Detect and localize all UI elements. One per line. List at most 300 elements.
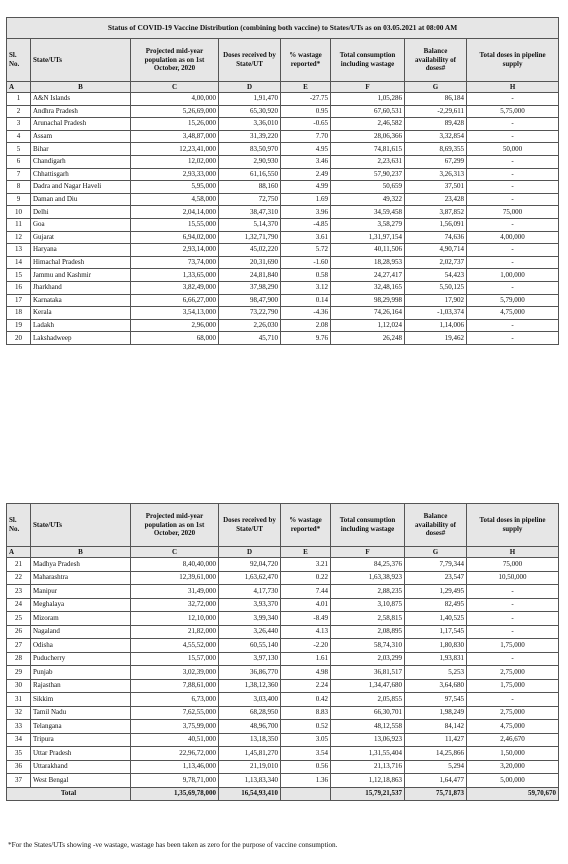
table-title: Status of COVID-19 Vaccine Distribution (combining both vaccine) to States/UTs as on 03.05.2021 at 08:00 AM — [7, 18, 559, 39]
balance-cell: 1,40,525 — [405, 612, 467, 626]
wastage-cell: 0.22 — [281, 571, 331, 585]
population-cell: 22,96,72,000 — [131, 747, 219, 761]
population-cell: 73,74,000 — [131, 256, 219, 269]
table-row — [7, 168, 559, 181]
population-cell: 2,93,33,000 — [131, 168, 219, 181]
doses-received-cell: 4,17,730 — [219, 585, 281, 599]
balance-cell: 4,90,714 — [405, 244, 467, 257]
consumption-cell: 49,322 — [331, 193, 405, 206]
state-name-cell: Manipur — [31, 585, 131, 599]
pipeline-cell: 2,75,000 — [467, 706, 559, 720]
population-cell: 6,94,02,000 — [131, 231, 219, 244]
balance-cell: 3,64,680 — [405, 679, 467, 693]
population-cell: 7,62,55,000 — [131, 706, 219, 720]
header-row — [7, 39, 559, 82]
sl-no-cell: 30 — [7, 679, 31, 693]
population-cell: 2,96,000 — [131, 319, 219, 332]
total-population: 1,35,69,78,000 — [131, 787, 219, 800]
table-row — [7, 666, 559, 680]
state-name-cell: Madhya Pradesh — [31, 558, 131, 572]
consumption-cell: 28,06,366 — [331, 130, 405, 143]
state-name-cell: Nagaland — [31, 625, 131, 639]
doses-received-cell: 1,32,71,790 — [219, 231, 281, 244]
table-row — [7, 558, 559, 572]
wastage-cell: 0.58 — [281, 269, 331, 282]
consumption-cell: 40,11,506 — [331, 244, 405, 257]
state-name-cell: Karnataka — [31, 294, 131, 307]
sl-no-cell: 37 — [7, 774, 31, 788]
balance-cell: 97,545 — [405, 693, 467, 707]
balance-cell: 11,427 — [405, 733, 467, 747]
wastage-cell: 8.83 — [281, 706, 331, 720]
balance-cell: 74,636 — [405, 231, 467, 244]
consumption-cell: 34,59,458 — [331, 206, 405, 219]
header-sl-no: Sl. No. — [7, 504, 31, 547]
total-row — [7, 787, 559, 800]
wastage-cell: 4.99 — [281, 181, 331, 194]
doses-received-cell: 83,50,970 — [219, 143, 281, 156]
balance-cell: 67,299 — [405, 155, 467, 168]
table-row — [7, 625, 559, 639]
pipeline-cell: - — [467, 193, 559, 206]
doses-received-cell: 37,98,290 — [219, 281, 281, 294]
vaccine-table-part-1 — [6, 17, 559, 345]
doses-received-cell: 21,19,010 — [219, 760, 281, 774]
total-balance: 75,71,873 — [405, 787, 467, 800]
column-letter: E — [281, 82, 331, 93]
table-row — [7, 155, 559, 168]
pipeline-cell: - — [467, 693, 559, 707]
population-cell: 9,78,71,000 — [131, 774, 219, 788]
population-cell: 2,93,14,000 — [131, 244, 219, 257]
sl-no-cell: 7 — [7, 168, 31, 181]
population-cell: 21,82,000 — [131, 625, 219, 639]
wastage-cell: 0.52 — [281, 720, 331, 734]
consumption-cell: 98,29,998 — [331, 294, 405, 307]
doses-received-cell: 1,38,12,360 — [219, 679, 281, 693]
wastage-cell: -2.20 — [281, 639, 331, 653]
state-name-cell: Ladakh — [31, 319, 131, 332]
state-name-cell: A&N Islands — [31, 93, 131, 106]
population-cell: 3,02,39,000 — [131, 666, 219, 680]
doses-received-cell: 45,02,220 — [219, 244, 281, 257]
total-consumption: 15,79,21,537 — [331, 787, 405, 800]
wastage-cell: -4.85 — [281, 218, 331, 231]
column-letter-row — [7, 547, 559, 558]
table-row — [7, 143, 559, 156]
sl-no-cell: 21 — [7, 558, 31, 572]
state-name-cell: Uttarakhand — [31, 760, 131, 774]
wastage-cell: 4.98 — [281, 666, 331, 680]
table-row — [7, 93, 559, 106]
population-cell: 8,40,40,000 — [131, 558, 219, 572]
pipeline-cell: - — [467, 585, 559, 599]
wastage-cell: 1.36 — [281, 774, 331, 788]
state-name-cell: Haryana — [31, 244, 131, 257]
balance-cell: 1,29,495 — [405, 585, 467, 599]
header-state: State/UTs — [31, 39, 131, 82]
doses-received-cell: 2,26,030 — [219, 319, 281, 332]
pipeline-cell: 4,75,000 — [467, 720, 559, 734]
sl-no-cell: 12 — [7, 231, 31, 244]
doses-received-cell: 3,99,340 — [219, 612, 281, 626]
header-consumption: Total consumption including wastage — [331, 504, 405, 547]
balance-cell: 82,495 — [405, 598, 467, 612]
pipeline-cell: 1,75,000 — [467, 679, 559, 693]
state-name-cell: Lakshadweep — [31, 332, 131, 345]
pipeline-cell: 3,20,000 — [467, 760, 559, 774]
consumption-cell: 67,60,531 — [331, 105, 405, 118]
balance-cell: 3,26,313 — [405, 168, 467, 181]
balance-cell: 3,32,854 — [405, 130, 467, 143]
consumption-cell: 1,12,024 — [331, 319, 405, 332]
column-letter: G — [405, 547, 467, 558]
sl-no-cell: 15 — [7, 269, 31, 282]
pipeline-cell: 5,75,000 — [467, 105, 559, 118]
pipeline-cell: 75,000 — [467, 558, 559, 572]
consumption-cell: 2,88,235 — [331, 585, 405, 599]
doses-received-cell: 1,13,83,340 — [219, 774, 281, 788]
doses-received-cell: 1,63,62,470 — [219, 571, 281, 585]
wastage-cell: 3.54 — [281, 747, 331, 761]
column-letter: C — [131, 82, 219, 93]
sl-no-cell: 28 — [7, 652, 31, 666]
state-name-cell: Gujarat — [31, 231, 131, 244]
consumption-cell: 57,90,237 — [331, 168, 405, 181]
sl-no-cell: 33 — [7, 720, 31, 734]
wastage-cell: -1.60 — [281, 256, 331, 269]
table-row — [7, 231, 559, 244]
wastage-cell: -8.49 — [281, 612, 331, 626]
population-cell: 15,57,000 — [131, 652, 219, 666]
consumption-cell: 26,248 — [331, 332, 405, 345]
pipeline-cell: 4,00,000 — [467, 231, 559, 244]
column-letter: D — [219, 82, 281, 93]
pipeline-cell: 5,00,000 — [467, 774, 559, 788]
pipeline-cell: 5,79,000 — [467, 294, 559, 307]
wastage-cell: -0.65 — [281, 118, 331, 131]
sl-no-cell: 5 — [7, 143, 31, 156]
table-row — [7, 244, 559, 257]
pipeline-cell: - — [467, 612, 559, 626]
balance-cell: 1,98,249 — [405, 706, 467, 720]
consumption-cell: 1,05,286 — [331, 93, 405, 106]
pipeline-cell: - — [467, 118, 559, 131]
pipeline-cell: 2,46,670 — [467, 733, 559, 747]
table-row — [7, 256, 559, 269]
state-name-cell: Telangana — [31, 720, 131, 734]
doses-received-cell: 1,45,81,270 — [219, 747, 281, 761]
doses-received-cell: 38,47,310 — [219, 206, 281, 219]
sl-no-cell: 31 — [7, 693, 31, 707]
consumption-cell: 21,13,716 — [331, 760, 405, 774]
pipeline-cell: - — [467, 281, 559, 294]
wastage-cell: 1.69 — [281, 193, 331, 206]
population-cell: 31,49,000 — [131, 585, 219, 599]
table-row — [7, 281, 559, 294]
balance-cell: 8,69,355 — [405, 143, 467, 156]
wastage-cell: 0.56 — [281, 760, 331, 774]
sl-no-cell: 11 — [7, 218, 31, 231]
balance-cell: 5,253 — [405, 666, 467, 680]
table-row — [7, 319, 559, 332]
table-row — [7, 652, 559, 666]
balance-cell: 37,501 — [405, 181, 467, 194]
balance-cell: 23,428 — [405, 193, 467, 206]
balance-cell: 23,547 — [405, 571, 467, 585]
column-letter: H — [467, 547, 559, 558]
vaccine-table-part-2 — [6, 503, 559, 801]
state-name-cell: Chhattisgarh — [31, 168, 131, 181]
sl-no-cell: 9 — [7, 193, 31, 206]
doses-received-cell: 31,39,220 — [219, 130, 281, 143]
population-cell: 32,72,000 — [131, 598, 219, 612]
table-row — [7, 218, 559, 231]
pipeline-cell: - — [467, 93, 559, 106]
consumption-cell: 18,28,953 — [331, 256, 405, 269]
table-row — [7, 193, 559, 206]
table-row — [7, 747, 559, 761]
wastage-cell: 2.49 — [281, 168, 331, 181]
pipeline-cell: 75,000 — [467, 206, 559, 219]
consumption-cell: 58,74,310 — [331, 639, 405, 653]
state-name-cell: Punjab — [31, 666, 131, 680]
pipeline-cell: 1,50,000 — [467, 747, 559, 761]
wastage-cell: 0.95 — [281, 105, 331, 118]
sl-no-cell: 2 — [7, 105, 31, 118]
consumption-cell: 2,58,815 — [331, 612, 405, 626]
table-row — [7, 774, 559, 788]
sl-no-cell: 13 — [7, 244, 31, 257]
population-cell: 4,55,52,000 — [131, 639, 219, 653]
table-row — [7, 332, 559, 345]
column-letter-row — [7, 82, 559, 93]
population-cell: 15,55,000 — [131, 218, 219, 231]
consumption-cell: 2,08,895 — [331, 625, 405, 639]
doses-received-cell: 24,81,840 — [219, 269, 281, 282]
table-row — [7, 639, 559, 653]
consumption-cell: 48,12,558 — [331, 720, 405, 734]
consumption-cell: 1,34,47,680 — [331, 679, 405, 693]
header-wastage: % wastage reported* — [281, 504, 331, 547]
pipeline-cell: - — [467, 181, 559, 194]
sl-no-cell: 25 — [7, 612, 31, 626]
consumption-cell: 1,31,97,154 — [331, 231, 405, 244]
consumption-cell: 2,05,855 — [331, 693, 405, 707]
sl-no-cell: 1 — [7, 93, 31, 106]
wastage-cell: 4.95 — [281, 143, 331, 156]
population-cell: 12,02,000 — [131, 155, 219, 168]
table-row — [7, 598, 559, 612]
pipeline-cell: - — [467, 168, 559, 181]
pipeline-cell: 1,00,000 — [467, 269, 559, 282]
doses-received-cell: 92,04,720 — [219, 558, 281, 572]
header-pipeline: Total doses in pipeline supply — [467, 504, 559, 547]
doses-received-cell: 5,14,370 — [219, 218, 281, 231]
population-cell: 12,23,41,000 — [131, 143, 219, 156]
population-cell: 1,33,65,000 — [131, 269, 219, 282]
doses-received-cell: 60,55,140 — [219, 639, 281, 653]
wastage-cell: 7.44 — [281, 585, 331, 599]
footnote: *For the States/UTs showing -ve wastage, wastage has been taken as zero for the purpose of vaccine consumption. — [8, 841, 338, 849]
consumption-cell: 3,10,875 — [331, 598, 405, 612]
consumption-cell: 66,30,701 — [331, 706, 405, 720]
balance-cell: 1,56,091 — [405, 218, 467, 231]
sl-no-cell: 35 — [7, 747, 31, 761]
consumption-cell: 32,48,165 — [331, 281, 405, 294]
sl-no-cell: 20 — [7, 332, 31, 345]
population-cell: 6,73,000 — [131, 693, 219, 707]
population-cell: 5,95,000 — [131, 181, 219, 194]
header-state: State/UTs — [31, 504, 131, 547]
doses-received-cell: 65,30,920 — [219, 105, 281, 118]
doses-received-cell: 1,91,470 — [219, 93, 281, 106]
sl-no-cell: 29 — [7, 666, 31, 680]
wastage-cell: 3.46 — [281, 155, 331, 168]
state-name-cell: Chandigarh — [31, 155, 131, 168]
balance-cell: 19,462 — [405, 332, 467, 345]
state-name-cell: Dadra and Nagar Haveli — [31, 181, 131, 194]
pipeline-cell: 1,75,000 — [467, 639, 559, 653]
total-wastage — [281, 787, 331, 800]
pipeline-cell: - — [467, 244, 559, 257]
state-name-cell: Puducherry — [31, 652, 131, 666]
table-row — [7, 679, 559, 693]
population-cell: 68,000 — [131, 332, 219, 345]
population-cell: 40,51,000 — [131, 733, 219, 747]
doses-received-cell: 3,93,370 — [219, 598, 281, 612]
balance-cell: 1,93,831 — [405, 652, 467, 666]
consumption-cell: 2,46,582 — [331, 118, 405, 131]
doses-received-cell: 68,28,950 — [219, 706, 281, 720]
balance-cell: 1,64,477 — [405, 774, 467, 788]
doses-received-cell: 13,18,350 — [219, 733, 281, 747]
column-letter: A — [7, 82, 31, 93]
table-row — [7, 269, 559, 282]
balance-cell: 14,25,866 — [405, 747, 467, 761]
consumption-cell: 24,27,417 — [331, 269, 405, 282]
consumption-cell: 84,25,376 — [331, 558, 405, 572]
state-name-cell: Tamil Nadu — [31, 706, 131, 720]
wastage-cell: 0.42 — [281, 693, 331, 707]
doses-received-cell: 3,03,400 — [219, 693, 281, 707]
wastage-cell: 7.70 — [281, 130, 331, 143]
header-population: Projected mid-year population as on 1st October, 2020 — [131, 504, 219, 547]
header-doses-received: Doses received by State/UT — [219, 504, 281, 547]
table-row — [7, 733, 559, 747]
header-row — [7, 504, 559, 547]
table-row — [7, 706, 559, 720]
sl-no-cell: 32 — [7, 706, 31, 720]
doses-received-cell: 72,750 — [219, 193, 281, 206]
pipeline-cell: - — [467, 598, 559, 612]
population-cell: 6,66,27,000 — [131, 294, 219, 307]
wastage-cell: 1.61 — [281, 652, 331, 666]
header-consumption: Total consumption including wastage — [331, 39, 405, 82]
column-letter: A — [7, 547, 31, 558]
sl-no-cell: 18 — [7, 307, 31, 320]
balance-cell: 5,294 — [405, 760, 467, 774]
consumption-cell: 1,31,55,404 — [331, 747, 405, 761]
column-letter: D — [219, 547, 281, 558]
table-row — [7, 307, 559, 320]
column-letter: B — [31, 82, 131, 93]
pipeline-cell: 10,50,000 — [467, 571, 559, 585]
state-name-cell: Sikkim — [31, 693, 131, 707]
consumption-cell: 36,81,517 — [331, 666, 405, 680]
balance-cell: 84,142 — [405, 720, 467, 734]
consumption-cell: 74,81,615 — [331, 143, 405, 156]
state-name-cell: Mizoram — [31, 612, 131, 626]
wastage-cell: 0.14 — [281, 294, 331, 307]
state-name-cell: Daman and Diu — [31, 193, 131, 206]
state-name-cell: West Bengal — [31, 774, 131, 788]
balance-cell: 2,02,737 — [405, 256, 467, 269]
wastage-cell: 9.76 — [281, 332, 331, 345]
wastage-cell: 3.61 — [281, 231, 331, 244]
column-letter: G — [405, 82, 467, 93]
balance-cell: -2,29,611 — [405, 105, 467, 118]
pipeline-cell: - — [467, 625, 559, 639]
wastage-cell: -4.36 — [281, 307, 331, 320]
state-name-cell: Andhra Pradesh — [31, 105, 131, 118]
consumption-cell: 2,03,299 — [331, 652, 405, 666]
sl-no-cell: 6 — [7, 155, 31, 168]
doses-received-cell: 36,86,770 — [219, 666, 281, 680]
column-letter: F — [331, 82, 405, 93]
doses-received-cell: 88,160 — [219, 181, 281, 194]
table-row — [7, 105, 559, 118]
state-name-cell: Rajasthan — [31, 679, 131, 693]
pipeline-cell: - — [467, 319, 559, 332]
sl-no-cell: 4 — [7, 130, 31, 143]
doses-received-cell: 61,16,550 — [219, 168, 281, 181]
balance-cell: 1,17,545 — [405, 625, 467, 639]
wastage-cell: 3.05 — [281, 733, 331, 747]
doses-received-cell: 73,22,790 — [219, 307, 281, 320]
column-letter: B — [31, 547, 131, 558]
sl-no-cell: 10 — [7, 206, 31, 219]
pipeline-cell: 50,000 — [467, 143, 559, 156]
state-name-cell: Uttar Pradesh — [31, 747, 131, 761]
state-name-cell: Maharashtra — [31, 571, 131, 585]
sl-no-cell: 27 — [7, 639, 31, 653]
table-row — [7, 206, 559, 219]
sl-no-cell: 16 — [7, 281, 31, 294]
balance-cell: 1,80,830 — [405, 639, 467, 653]
balance-cell: 89,428 — [405, 118, 467, 131]
pipeline-cell: 4,75,000 — [467, 307, 559, 320]
state-name-cell: Arunachal Pradesh — [31, 118, 131, 131]
pipeline-cell: 2,75,000 — [467, 666, 559, 680]
state-name-cell: Jharkhand — [31, 281, 131, 294]
header-pipeline: Total doses in pipeline supply — [467, 39, 559, 82]
population-cell: 3,82,49,000 — [131, 281, 219, 294]
consumption-cell: 1,63,38,923 — [331, 571, 405, 585]
table-title-row — [7, 18, 559, 39]
population-cell: 4,58,000 — [131, 193, 219, 206]
population-cell: 15,26,000 — [131, 118, 219, 131]
population-cell: 5,26,69,000 — [131, 105, 219, 118]
doses-received-cell: 98,47,900 — [219, 294, 281, 307]
pipeline-cell: - — [467, 256, 559, 269]
state-name-cell: Himachal Pradesh — [31, 256, 131, 269]
population-cell: 7,88,61,000 — [131, 679, 219, 693]
population-cell: 12,39,61,000 — [131, 571, 219, 585]
state-name-cell: Tripura — [31, 733, 131, 747]
table-row — [7, 585, 559, 599]
state-name-cell: Bihar — [31, 143, 131, 156]
